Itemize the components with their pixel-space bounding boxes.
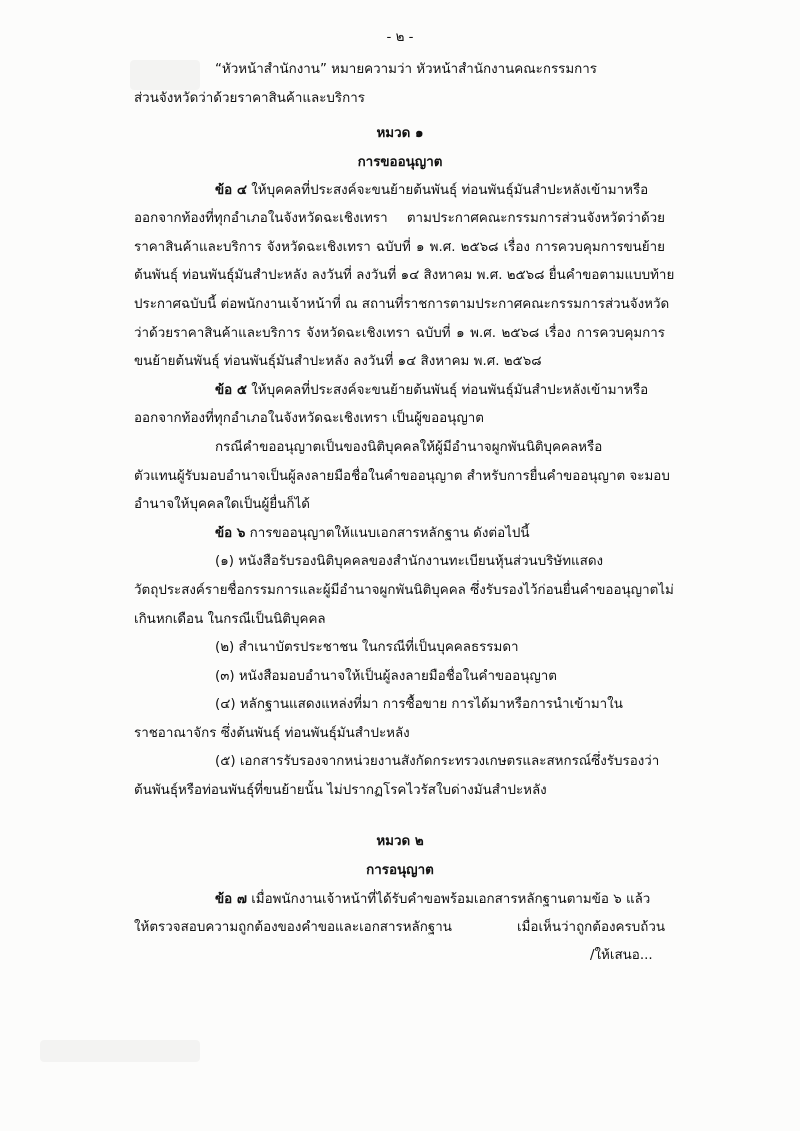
clause4-line-5: ประกาศฉบับนี้ ต่อพนักงานเจ้าหน้าที่ ณ สถานที่ราชการตามประกาศคณะกรรมการส่วนจังหวัด [134, 297, 670, 312]
clause6-intro: การขออนุญาตให้แนบเอกสารหลักฐาน ดังต่อไปนี้ [249, 526, 530, 541]
section2-title: การอนุญาต [366, 863, 434, 878]
clause6-item1-line-1: (๑) หนังสือรับรองนิติบุคคลของสำนักงานทะเบียนหุ้นส่วนบริษัทแสดง [215, 554, 604, 569]
definition-line-1: “หัวหน้าสำนักงาน” หมายความว่า หัวหน้าสำนักงานคณะกรรมการ [215, 62, 597, 77]
clause6-item4-line-2: ราชอาณาจักร ซึ่งต้นพันธุ์ ท่อนพันธุ์มันสำปะหลัง [134, 726, 410, 741]
clause7-line-2: ให้ตรวจสอบความถูกต้องของคำขอและเอกสารหลักฐาน เมื่อเห็นว่าถูกต้องครบถ้วน [134, 920, 665, 935]
clause4-line-4: ต้นพันธุ์ ท่อนพันธุ์มันสำปะหลัง ลงวันที่ ลงวันที่ ๑๔ สิงหาคม พ.ศ. ๒๕๖๘ ยื่นคำขอตามแบบท้าย [134, 268, 675, 283]
clause4-line-2: ออกจากท้องที่ทุกอำเภอในจังหวัดฉะเชิงเทรา ตามประกาศคณะกรรมการส่วนจังหวัดว่าด้วย [134, 211, 665, 226]
scan-artifact [130, 60, 200, 90]
clause4-line-3: ราคาสินค้าและบริการ จังหวัดฉะเชิงเทรา ฉบับที่ ๑ พ.ศ. ๒๕๖๘ เรื่อง การควบคุมการขนย้าย [134, 240, 665, 255]
clause4-line-6: ว่าด้วยราคาสินค้าและบริการ จังหวัดฉะเชิงเทรา ฉบับที่ ๑ พ.ศ. ๒๕๖๘ เรื่อง การควบคุมการ [134, 326, 665, 341]
clause6-item1-line-3: เกินหกเดือน ในกรณีเป็นนิติบุคคล [134, 612, 326, 627]
clause5-label: ข้อ ๕ [215, 383, 247, 398]
continuation-note: /ให้เสนอ... [590, 948, 653, 963]
clause4-line-7: ขนย้ายต้นพันธุ์ ท่อนพันธุ์มันสำปะหลัง ลงวันที่ ๑๔ สิงหาคม พ.ศ. ๒๕๖๘ [134, 354, 542, 369]
scan-artifact [40, 1040, 200, 1062]
section1-title: การขออนุญาต [357, 155, 443, 170]
clause7-text: เมื่อพนักงานเจ้าหน้าที่ได้รับคำขอพร้อมเอกสารหลักฐานตามข้อ ๖ แล้ว [251, 892, 651, 907]
clause6-label: ข้อ ๖ [215, 526, 246, 541]
clause6-item5-line-1: (๕) เอกสารรับรองจากหน่วยงานสังกัดกระทรวงเกษตรและสหกรณ์ซึ่งรับรองว่า [215, 754, 660, 769]
section2-heading: หมวด ๒ [376, 834, 424, 849]
clause7-label: ข้อ ๗ [215, 892, 247, 907]
section1-heading: หมวด ๑ [376, 126, 424, 141]
clause4-line-1 [215, 181, 665, 201]
clause6-item5-line-2: ต้นพันธุ์หรือท่อนพันธุ์ที่ขนย้ายนั้น ไม่ปรากฏโรคไวรัสใบด่างมันสำปะหลัง [134, 783, 547, 798]
clause6-item4-line-1: (๔) หลักฐานแสดงแหล่งที่มา การซื้อขาย การได้มาหรือการนำเข้ามาใน [215, 697, 623, 712]
definition-line-2: ส่วนจังหวัดว่าด้วยราคาสินค้าและบริการ [134, 91, 365, 106]
clause6-item1-line-2: วัตถุประสงค์รายชื่อกรรมการและผู้มีอำนาจผูกพันนิติบุคคล ซึ่งรับรองไว้ก่อนยื่นคำขออนุญาตไม่ [134, 583, 674, 598]
clause5-para2-line-1: กรณีคำขออนุญาตเป็นของนิติบุคคลให้ผู้มีอำนาจผูกพันนิติบุคคลหรือ [215, 440, 603, 455]
clause5-line-2: ออกจากท้องที่ทุกอำเภอในจังหวัดฉะเชิงเทรา เป็นผู้ขออนุญาต [134, 411, 484, 426]
page-number: - ๒ - [386, 30, 414, 45]
clause4-label: ข้อ ๔ [215, 183, 247, 198]
clause6-item2: (๒) สำเนาบัตรประชาชน ในกรณีที่เป็นบุคคลธรรมดา [215, 640, 519, 655]
clause5-para2-line-3: อำนาจให้บุคคลใดเป็นผู้ยื่นก็ได้ [134, 497, 310, 512]
clause4-text: ให้บุคคลที่ประสงค์จะขนย้ายต้นพันธุ์ ท่อนพันธุ์มันสำปะหลังเข้ามาหรือ [251, 183, 649, 198]
clause6-line-1 [215, 524, 530, 544]
clause5-para2-line-2: ตัวแทนผู้รับมอบอำนาจเป็นผู้ลงลายมือชื่อในคำขออนุญาต สำหรับการยื่นคำขออนุญาต จะมอบ [134, 469, 670, 484]
clause6-item3: (๓) หนังสือมอบอำนาจให้เป็นผู้ลงลายมือชื่อในคำขออนุญาต [215, 669, 557, 684]
clause5-text: ให้บุคคลที่ประสงค์จะขนย้ายต้นพันธุ์ ท่อนพันธุ์มันสำปะหลังเข้ามาหรือ [251, 383, 649, 398]
clause5-line-1 [215, 381, 665, 401]
clause7-line-1 [215, 890, 665, 910]
